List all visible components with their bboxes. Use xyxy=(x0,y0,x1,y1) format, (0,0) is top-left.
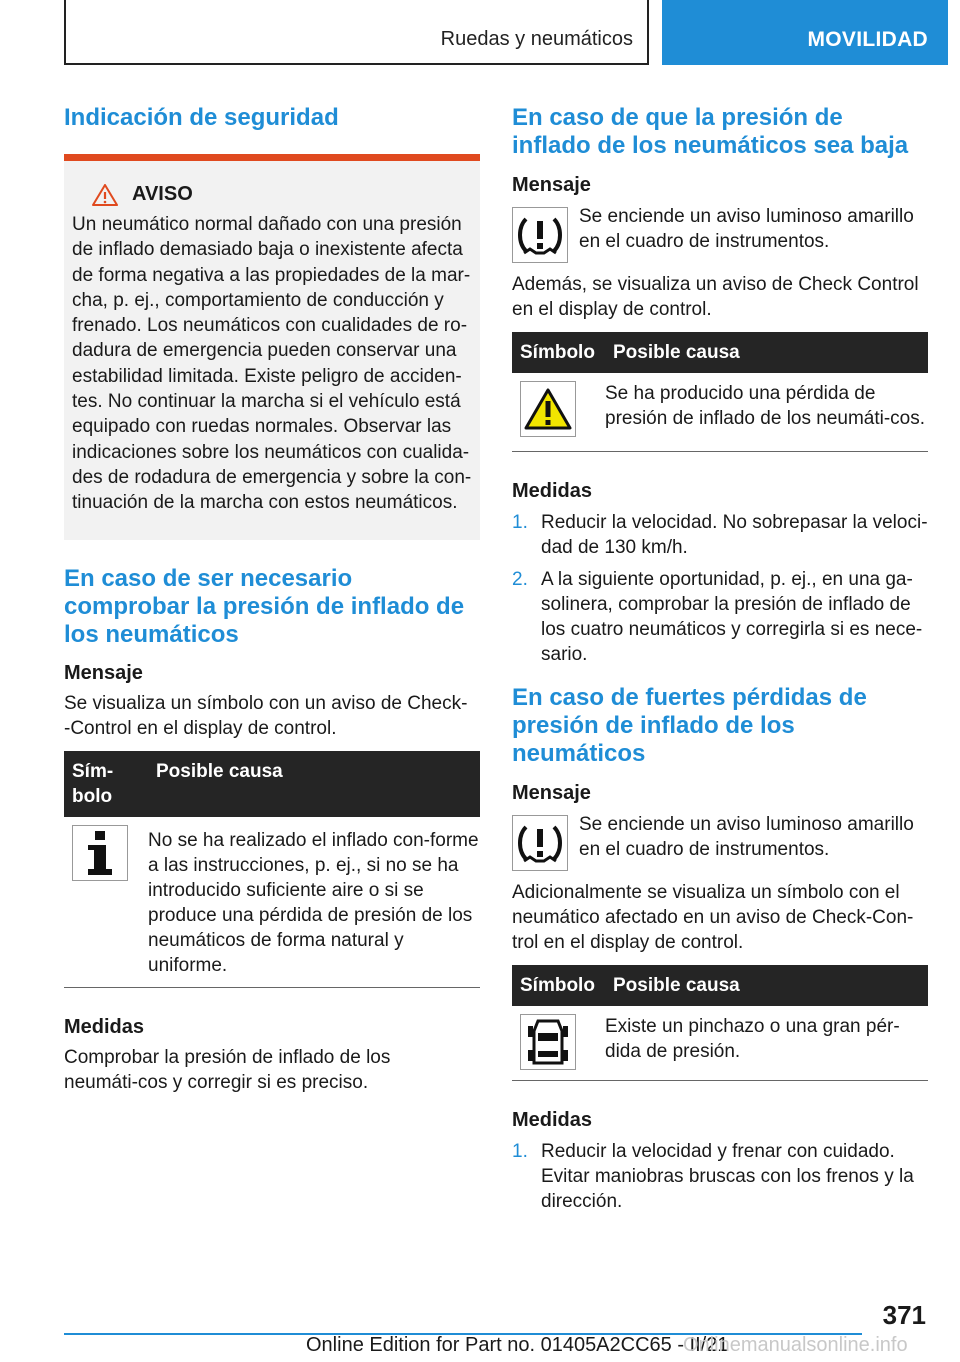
section-title: Ruedas y neumáticos xyxy=(440,28,633,50)
table-header-symbol: Símbolo xyxy=(512,965,605,1006)
message-label: Mensaje xyxy=(512,174,591,196)
right-column xyxy=(512,100,928,1221)
warning-box xyxy=(64,154,480,540)
left-column xyxy=(64,100,480,1095)
symbol-table-right-1 xyxy=(512,332,928,452)
measures-list-1 xyxy=(512,510,928,667)
chapter-title: MOVILIDAD xyxy=(807,28,928,51)
warning-text: Un neumático normal dañado con una presión de inflado demasiado baja o inexistente afecta de forma negativa a las propiedades de la mar-cha, p. ej., comportamiento de conducción y frenado. Los neumáticos con cualidades de ro-dadura de emergencia pueden conservar una estabilidad limitada. Existe peligro de acciden-tes. No continuar la marcha si el vehículo está equipado con ruedas normales. Observar las indicaciones sobre los neumáticos con cualida-des de rodadura de emergencia y sobre la con-tinuación de la marcha con estos neumáticos. xyxy=(72,214,472,514)
list-item xyxy=(512,567,928,667)
warning-triangle-icon xyxy=(520,381,576,437)
watermark-text: Onlinemanualsonline.info xyxy=(683,1334,908,1356)
measures-label: Medidas xyxy=(512,1109,593,1131)
tire-pressure-warning-icon xyxy=(512,207,568,263)
table-header-symbol: Sím-bolo xyxy=(64,751,148,817)
table-row xyxy=(512,1006,928,1081)
symbol-table-left xyxy=(64,751,480,988)
message-label: Mensaje xyxy=(512,782,591,804)
measures-label: Medidas xyxy=(512,480,593,502)
header-section-tab xyxy=(64,0,649,65)
heading-check-pressure: En caso de ser necesario comprobar la presión de inflado de los neumáticos xyxy=(64,564,465,648)
list-item xyxy=(512,510,928,560)
warning-triangle-icon xyxy=(92,184,118,206)
step-text: Reducir la velocidad. No sobrepasar la veloci-dad de 130 km/h. xyxy=(541,512,928,558)
table-cell-cause: Existe un pinchazo o una gran pér-dida de presión. xyxy=(605,1006,928,1081)
tire-pressure-warning-icon xyxy=(512,815,568,871)
measures-list-2 xyxy=(512,1139,928,1214)
step-number: 1. xyxy=(512,512,528,533)
message-extra-text: Además, se visualiza un aviso de Check Control en el display de control. xyxy=(512,274,919,320)
table-header-cause: Posible causa xyxy=(148,751,480,817)
car-tire-damage-icon xyxy=(520,1014,576,1070)
heading-strong-loss: En caso de fuertes pérdidas de presión de inflado de los neumáticos xyxy=(512,684,867,767)
heading-low-pressure: En caso de que la presión de inflado de los neumáticos sea baja xyxy=(512,104,909,159)
table-header-cause: Posible causa xyxy=(605,965,928,1006)
step-number: 2. xyxy=(512,569,528,590)
step-text: A la siguiente oportunidad, p. ej., en una ga-solinera, comprobar la presión de inflado de los cuatro neumáticos y corregirla si es nece-sario. xyxy=(541,569,923,665)
table-cell-cause: Se ha producido una pérdida de presión de inflado de los neumáti-cos. xyxy=(605,373,928,452)
edition-text: Online Edition for Part no. 01405A2CC65 - II/21 xyxy=(306,1334,729,1356)
symbol-table-right-2 xyxy=(512,965,928,1081)
header-chapter-tab xyxy=(662,0,948,65)
message-text: Se visualiza un símbolo con un aviso de Check--Control en el display de control. xyxy=(64,692,468,739)
step-text: Reducir la velocidad y frenar con cuidado. Evitar maniobras bruscas con los frenos y la dirección. xyxy=(541,1141,914,1212)
info-icon xyxy=(72,825,128,881)
table-header-cause: Posible causa xyxy=(605,332,928,373)
message-extra-text: Adicionalmente se visualiza un símbolo con el neumático afectado en un aviso de Check-Con-trol en el display de control. xyxy=(512,882,914,953)
list-item xyxy=(512,1139,928,1214)
table-header-symbol: Símbolo xyxy=(512,332,605,373)
table-cell-cause: No se ha realizado el inflado con-forme a las instrucciones, p. ej., si no se ha introducido suficiente aire o si se produce una pérdida de presión de los neumáticos de forma natural y uniforme. xyxy=(148,817,480,988)
step-number: 1. xyxy=(512,1141,528,1162)
table-row xyxy=(512,373,928,452)
message-label: Mensaje xyxy=(64,661,143,684)
measures-text: Comprobar la presión de inflado de los neumáti-cos y corregir si es preciso. xyxy=(64,1046,391,1093)
warning-title: AVISO xyxy=(132,183,193,205)
message-text: Se enciende un aviso luminoso amarillo en el cuadro de instrumentos. xyxy=(579,206,914,252)
heading-safety: Indicación de seguridad xyxy=(64,104,339,131)
table-row xyxy=(64,817,480,988)
warning-header xyxy=(92,183,472,206)
message-with-symbol xyxy=(512,812,928,871)
message-with-symbol xyxy=(512,204,928,263)
message-text: Se enciende un aviso luminoso amarillo en el cuadro de instrumentos. xyxy=(579,814,914,860)
measures-label: Medidas xyxy=(64,1015,145,1038)
page-number: 371 xyxy=(882,1300,926,1330)
